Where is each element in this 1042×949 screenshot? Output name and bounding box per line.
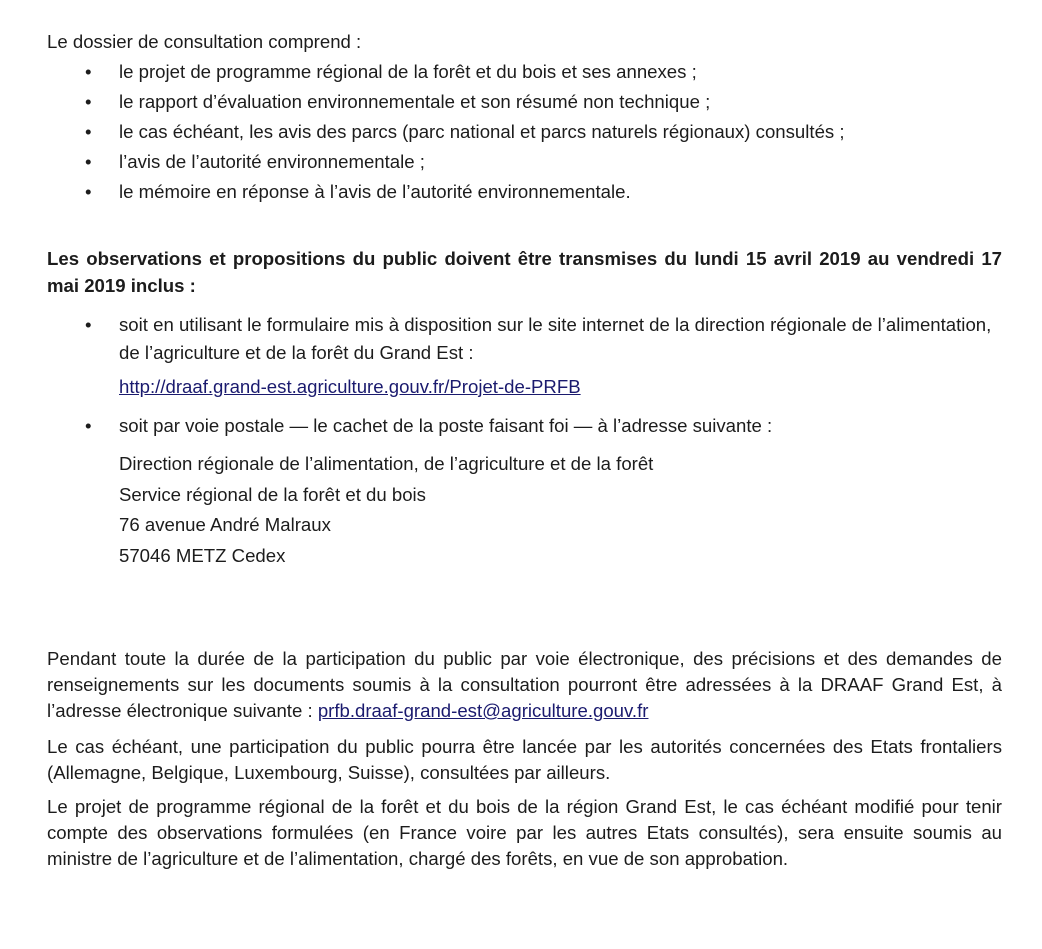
- info-paragraph-text: Pendant toute la durée de la participation du public par voie électronique, des précisions et des demandes de renseignements sur les documents soumis à la consultation pourront être adressées à la DRAAF Grand Est, à l’adresse électronique suivante :: [47, 648, 1002, 721]
- bullet-icon: •: [85, 91, 92, 112]
- border-states-paragraph: Le cas échéant, une participation du public pourra être lancée par les autorités concernées des Etats frontaliers (Allemagne, Belgique, Luxembourg, Suisse), consultées par ailleurs.: [47, 736, 1002, 783]
- list-item-text: le cas échéant, les avis des parcs (parc national et parcs naturels régionaux) consultés ;: [119, 121, 845, 142]
- bullet-icon: •: [85, 314, 92, 335]
- consultation-intro: Le dossier de consultation comprend :: [47, 31, 362, 52]
- bullet-icon: •: [85, 415, 92, 436]
- consultation-items-list: [47, 57, 1007, 207]
- list-item: [47, 147, 1007, 177]
- address-line: Direction régionale de l’alimentation, de l’agriculture et de la forêt: [119, 453, 654, 474]
- postal-method-text: soit par voie postale — le cachet de la poste faisant foi — à l’adresse suivante :: [119, 415, 773, 436]
- address-line: Service régional de la forêt et du bois: [119, 483, 426, 505]
- web-method-text: soit en utilisant le formulaire mis à disposition sur le site internet de la direction régionale de l’alimentation, de l’agriculture et de la forêt du Grand Est :: [119, 314, 992, 363]
- list-item: [47, 57, 1007, 87]
- bullet-icon: •: [85, 61, 92, 82]
- bullet-icon: •: [85, 181, 92, 202]
- list-item-text: l’avis de l’autorité environnementale ;: [119, 151, 425, 172]
- list-item: [47, 87, 1007, 117]
- final-paragraph: Le projet de programme régional de la forêt et du bois de la région Grand Est, le cas échéant modifié pour tenir compte des observations formulées (en France voire par les autres Etats consultés), sera ensuite soumis au ministre de l’agriculture et de l’alimentation, chargé des forêts, en vue de son approbation.: [47, 796, 1002, 869]
- web-method-item: [47, 311, 1007, 367]
- address-line: 76 avenue André Malraux: [119, 514, 331, 535]
- contact-email-link[interactable]: prfb.draaf-grand-est@agriculture.gouv.fr: [317, 700, 649, 721]
- address-line: 57046 METZ Cedex: [119, 544, 286, 566]
- bullet-icon: •: [85, 151, 92, 172]
- list-item-text: le mémoire en réponse à l’avis de l’autorité environnementale.: [119, 181, 631, 202]
- bullet-icon: •: [85, 121, 92, 142]
- list-item: [47, 177, 1007, 207]
- postal-address: [119, 449, 653, 571]
- list-item-text: le rapport d’évaluation environnementale et son résumé non technique ;: [119, 91, 711, 112]
- observations-heading: Les observations et propositions du public doivent être transmises du lundi 15 avril 2019 au vendredi 17 mai 2019 inclus :: [47, 248, 1002, 296]
- list-item: [47, 117, 1007, 147]
- list-item-text: le projet de programme régional de la forêt et du bois et ses annexes ;: [119, 61, 697, 82]
- info-paragraph: [47, 646, 1002, 724]
- project-web-link[interactable]: http://draaf.grand-est.agriculture.gouv.fr/Projet-de-PRFB: [119, 376, 581, 397]
- postal-method-item: [47, 411, 1007, 440]
